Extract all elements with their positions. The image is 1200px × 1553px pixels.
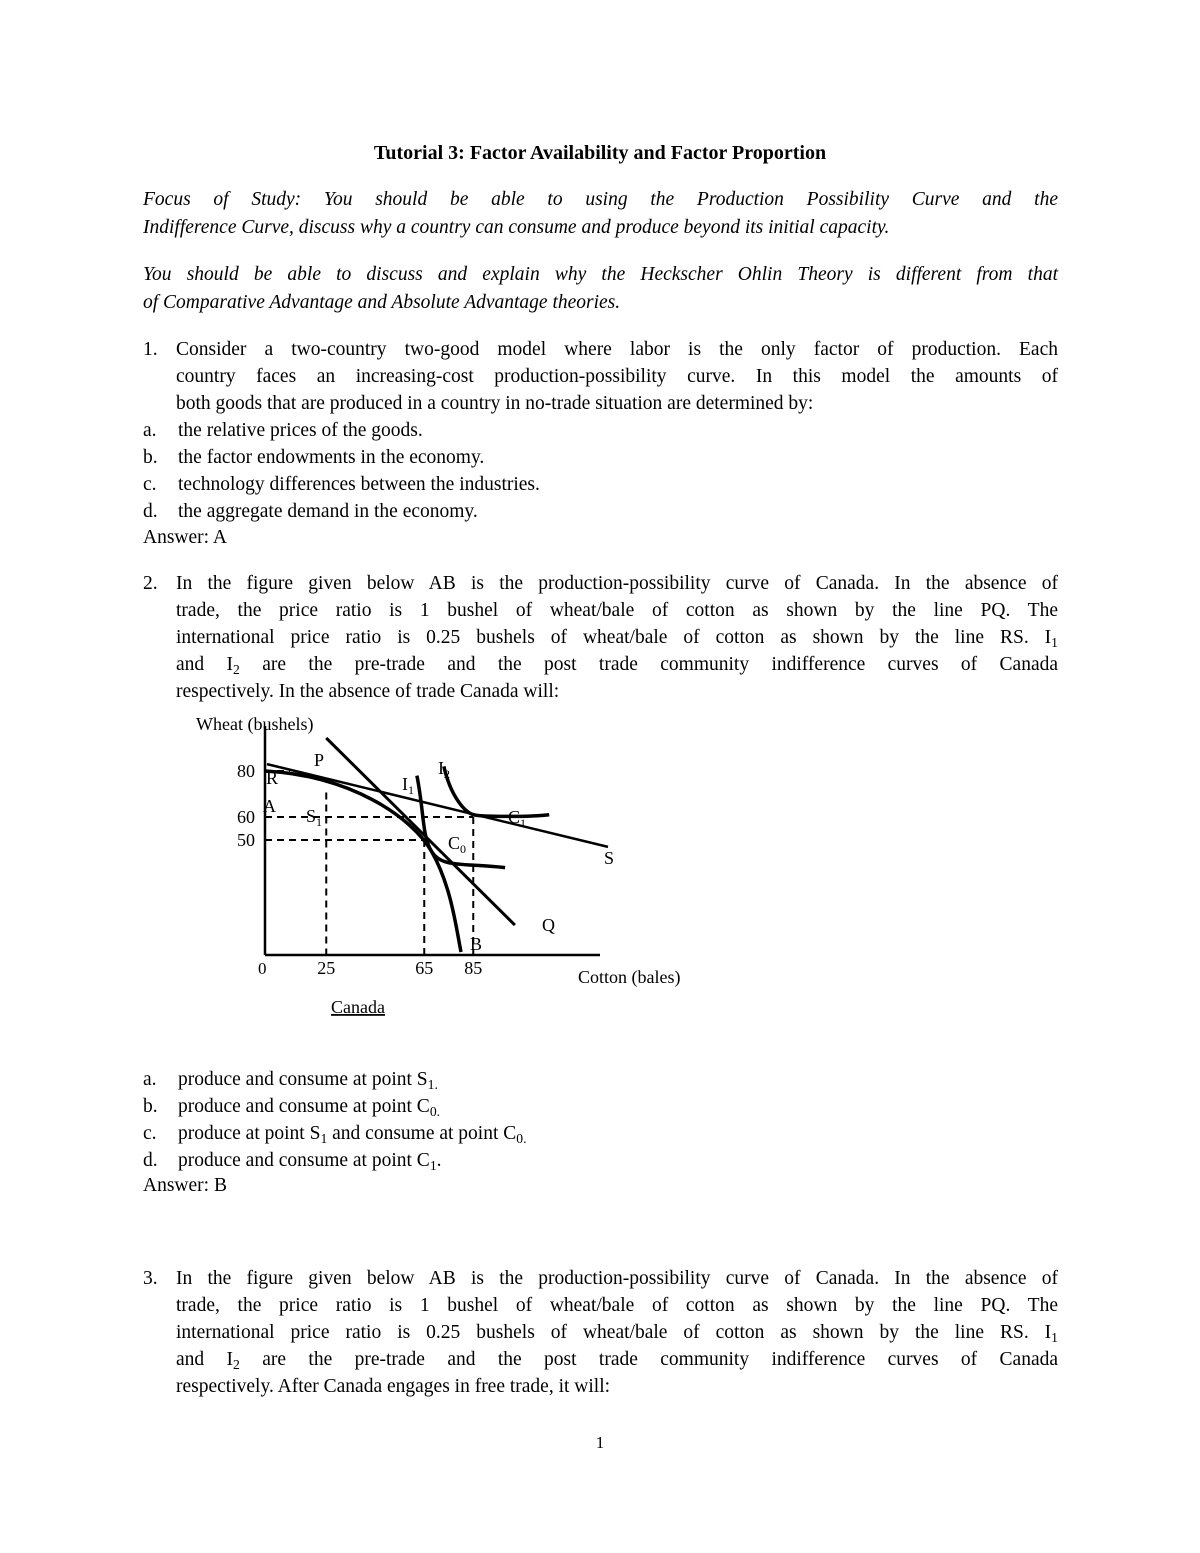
indifference-curve-i2 bbox=[444, 766, 549, 816]
option-text: the factor endowments in the economy. bbox=[178, 447, 485, 468]
q3-line-4-start: and I bbox=[176, 1349, 234, 1370]
heckscher-line-2: of Comparative Advantage and Absolute Advantage theories. bbox=[143, 292, 621, 313]
x-tick-label: 65 bbox=[415, 958, 434, 978]
heckscher-line-1: You should be able to discuss and explain why the Heckscher Ohlin Theory is different from that bbox=[143, 264, 1058, 285]
q1-line-2: country faces an increasing-cost production-possibility curve. In this model the amounts of bbox=[176, 366, 1058, 387]
label-i2: $I_2$ bbox=[438, 758, 450, 781]
page-title: Tutorial 3: Factor Availability and Factor Proportion bbox=[373, 142, 827, 164]
ppc-curve-ab bbox=[265, 771, 461, 952]
q3-line-3 bbox=[176, 1319, 1058, 1346]
label-s: S bbox=[604, 848, 615, 868]
page-number: 1 bbox=[595, 1433, 605, 1452]
q2-line-1: In the figure given below AB is the production-possibility curve of Canada. In the absence of bbox=[176, 573, 1058, 594]
label-c1: $C_1$ bbox=[508, 807, 527, 830]
chart-caption: Canada bbox=[331, 997, 385, 1017]
x-axis-label: Cotton (bales) bbox=[578, 967, 681, 987]
option-letter: a. bbox=[143, 1069, 157, 1090]
question-1-text bbox=[176, 336, 1058, 417]
question-number: 1. bbox=[143, 339, 158, 360]
q2-line-4-start: and I bbox=[176, 654, 234, 675]
label-i1: $I_1$ bbox=[402, 774, 414, 797]
label-a: A bbox=[263, 796, 276, 816]
q2-option-d bbox=[143, 1147, 1058, 1174]
subscript: 2 bbox=[233, 662, 240, 677]
question-3 bbox=[143, 1265, 1058, 1400]
q3-line-2: trade, the price ratio is 1 bushel of wheat/bale of cotton as shown by the line PQ. The bbox=[176, 1295, 1058, 1316]
origin-label: 0 bbox=[258, 959, 267, 978]
option-text-end: . bbox=[436, 1150, 442, 1171]
focus-paragraph bbox=[143, 186, 1058, 242]
subscript: 0. bbox=[429, 1104, 441, 1119]
heckscher-paragraph bbox=[143, 261, 1058, 317]
q1-option-a bbox=[143, 417, 1058, 444]
q3-line-5: respectively. After Canada engages in free trade, it will: bbox=[176, 1376, 611, 1397]
option-text: produce and consume at point S bbox=[178, 1069, 428, 1090]
y-tick-label: 50 bbox=[237, 830, 255, 850]
q2-option-c bbox=[143, 1120, 1058, 1147]
subscript: 1 bbox=[1051, 1330, 1058, 1345]
q1-line-1: Consider a two-country two-good model where labor is the only factor of production. Each bbox=[176, 339, 1058, 360]
figure-group bbox=[196, 714, 680, 1017]
label-c0: $C_0$ bbox=[448, 833, 467, 856]
q2-line-4 bbox=[176, 651, 1058, 678]
q1-answer: Answer: A bbox=[143, 527, 227, 548]
option-text: produce at point S bbox=[178, 1123, 321, 1144]
q2-option-b bbox=[143, 1093, 1058, 1120]
option-letter: a. bbox=[143, 420, 157, 441]
question-2-text bbox=[176, 570, 1058, 705]
option-letter: d. bbox=[143, 501, 158, 522]
question-3-text bbox=[176, 1265, 1058, 1400]
x-tick-label: 25 bbox=[317, 958, 336, 978]
option-letter: b. bbox=[143, 447, 158, 468]
q2-line-5: respectively. In the absence of trade Canada will: bbox=[176, 681, 560, 702]
q2-line-4-end: are the pre-trade and the post trade community indifference curves of Canada bbox=[239, 654, 1059, 675]
option-letter: c. bbox=[143, 1123, 157, 1144]
label-p: P bbox=[314, 750, 325, 770]
label-s1: $S_1$ bbox=[306, 806, 323, 829]
option-text-mid: and consume at point C bbox=[327, 1123, 517, 1144]
ppc-diagram bbox=[190, 708, 730, 1028]
q1-option-d bbox=[143, 498, 1058, 525]
q1-option-c bbox=[143, 471, 1058, 498]
option-letter: c. bbox=[143, 474, 157, 495]
line-pq bbox=[326, 738, 515, 925]
subscript: 2 bbox=[233, 1357, 240, 1372]
y-tick-label: 80 bbox=[237, 761, 255, 781]
subscript: 0. bbox=[516, 1131, 527, 1146]
question-number: 2. bbox=[143, 573, 158, 594]
option-letter: d. bbox=[143, 1150, 158, 1171]
option-text: produce and consume at point C bbox=[178, 1096, 430, 1117]
subscript: 1 bbox=[429, 1158, 437, 1173]
q3-line-4 bbox=[176, 1346, 1058, 1373]
option-text: produce and consume at point C bbox=[178, 1150, 430, 1171]
x-tick-label: 85 bbox=[464, 958, 483, 978]
label-r: R bbox=[266, 768, 279, 788]
q2-answer: Answer: B bbox=[143, 1175, 227, 1196]
label-q: Q bbox=[542, 915, 555, 935]
q3-line-1: In the figure given below AB is the production-possibility curve of Canada. In the absence of bbox=[176, 1268, 1058, 1289]
option-text: the relative prices of the goods. bbox=[178, 420, 423, 441]
option-text: technology differences between the industries. bbox=[178, 474, 540, 495]
q1-option-b bbox=[143, 444, 1058, 471]
subscript: 1. bbox=[427, 1077, 438, 1092]
q3-line-3-text: international price ratio is 0.25 bushels of wheat/bale of cotton as shown by the line RS. I bbox=[176, 1322, 1052, 1343]
q3-line-4-end: are the pre-trade and the post trade community indifference curves of Canada bbox=[239, 1349, 1059, 1370]
subscript: 1 bbox=[320, 1131, 328, 1146]
question-2 bbox=[143, 570, 1058, 705]
focus-line-1: Focus of Study: You should be able to using the Production Possibility Curve and the bbox=[143, 189, 1058, 210]
option-letter: b. bbox=[143, 1096, 158, 1117]
option-text: the aggregate demand in the economy. bbox=[178, 501, 478, 522]
q2-line-3 bbox=[176, 624, 1058, 651]
question-1 bbox=[143, 336, 1058, 525]
question-2-options bbox=[143, 1066, 1058, 1174]
q1-line-3: both goods that are produced in a country in no-trade situation are determined by: bbox=[176, 393, 814, 414]
subscript: 1 bbox=[1051, 635, 1058, 650]
q2-line-2: trade, the price ratio is 1 bushel of wheat/bale of cotton as shown by the line PQ. The bbox=[176, 600, 1058, 621]
y-tick-label: 60 bbox=[237, 807, 255, 827]
label-b: B bbox=[470, 934, 483, 954]
question-number: 3. bbox=[143, 1268, 158, 1289]
y-axis-label: Wheat (bushels) bbox=[196, 714, 314, 734]
q2-line-3-text: international price ratio is 0.25 bushels of wheat/bale of cotton as shown by the line RS. I bbox=[176, 627, 1052, 648]
focus-line-2: Indifference Curve, discuss why a country can consume and produce beyond its initial capacity. bbox=[143, 217, 890, 238]
q2-option-a bbox=[143, 1066, 1058, 1093]
